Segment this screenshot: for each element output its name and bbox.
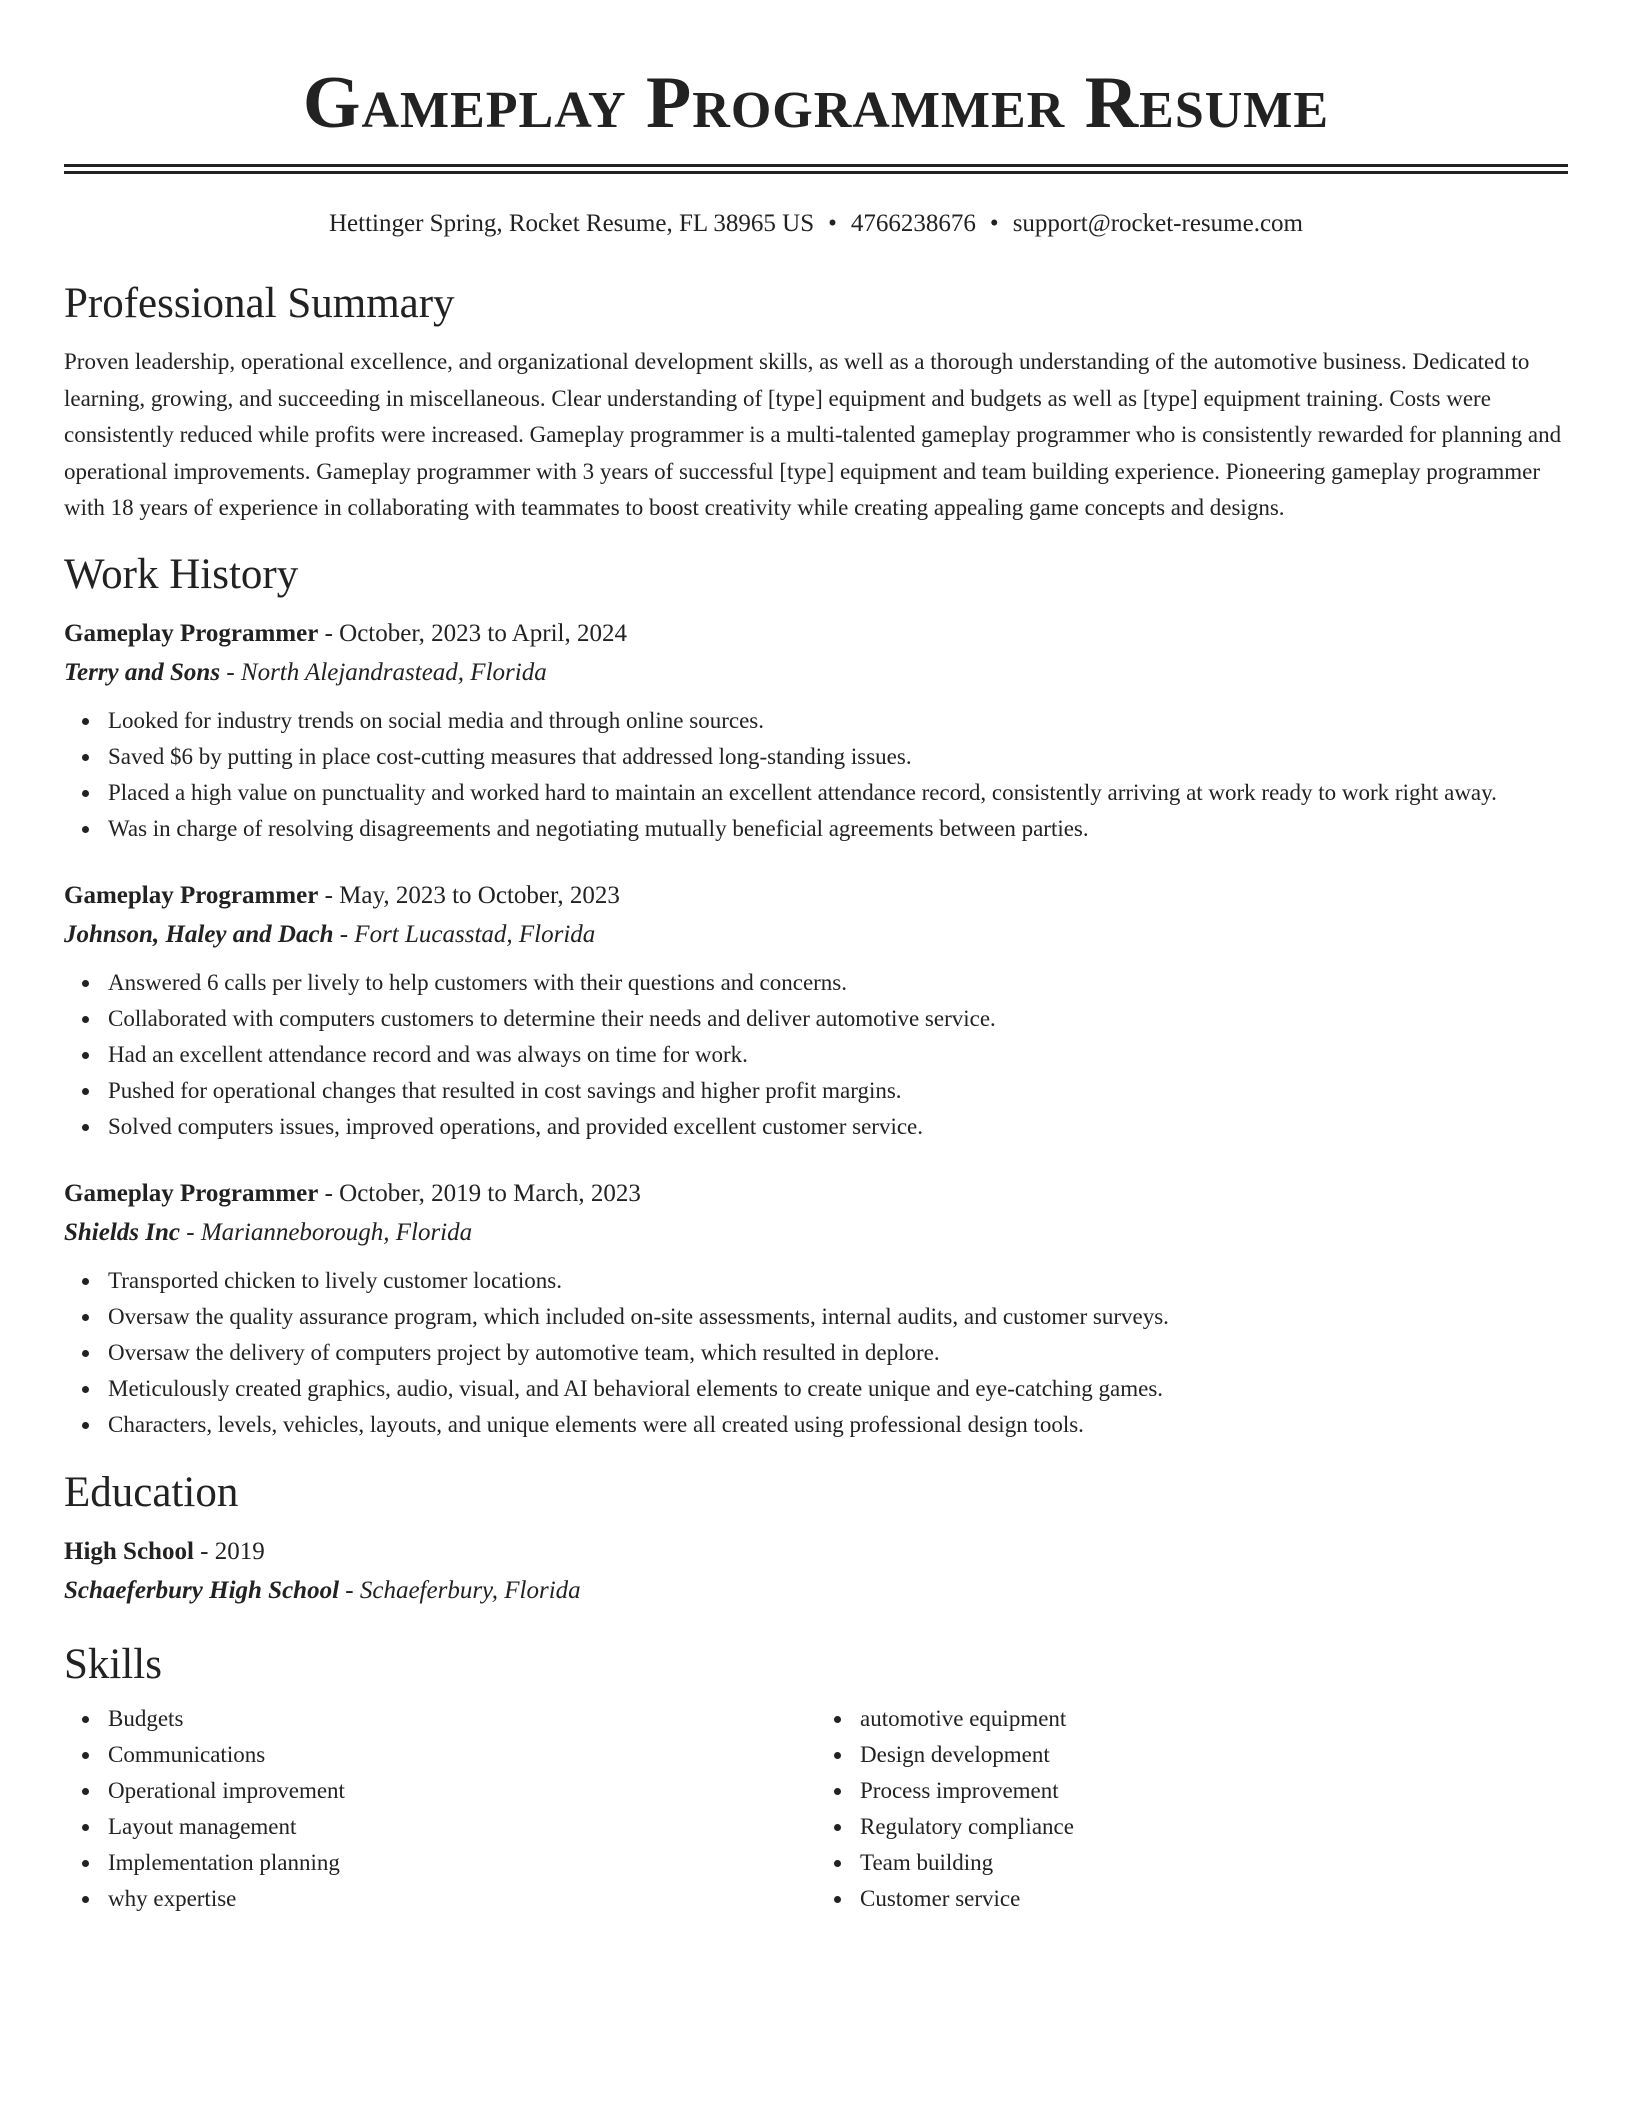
education-school: Schaeferbury High School bbox=[64, 1576, 340, 1604]
job-title: Gameplay Programmer bbox=[64, 1179, 319, 1207]
summary-text: Proven leadership, operational excellence, and organizational development skills, as well as a thorough understanding of the automotive business. Dedicated to learning, growing, and succeeding in miscellaneous. Clear understanding of [type] equipment and budgets as well as [type] equipment training. Costs were consistently reduced while profits were increased. Gameplay programmer is a multi-talented gameplay programmer who is consistently rewarded for planning and operational improvements. Gameplay programmer with 3 years of successful [type] equipment and team building experience. Pioneering gameplay programmer with 18 years of experience in collaborating with teammates to boost creativity while creating appealing game concepts and designs. bbox=[64, 349, 1562, 520]
job-duty-item: Transported chicken to lively customer locations. bbox=[108, 1263, 1568, 1299]
work-history-heading: Work History bbox=[64, 550, 299, 598]
contact-address: Hettinger Spring, Rocket Resume, FL 38965 US bbox=[329, 210, 815, 237]
job-entry bbox=[64, 877, 1568, 1145]
job-company-line bbox=[64, 653, 1568, 693]
contact-phone: 4766238676 bbox=[850, 210, 976, 237]
skills-list-right bbox=[816, 1701, 1568, 1917]
skill-item: why expertise bbox=[108, 1881, 816, 1917]
job-duty-item: Had an excellent attendance record and was always on time for work. bbox=[108, 1037, 1568, 1073]
job-company: Johnson, Haley and Dach bbox=[64, 920, 334, 948]
job-title: Gameplay Programmer bbox=[64, 619, 319, 647]
job-location: - Fort Lucasstad, Florida bbox=[333, 920, 596, 948]
skill-item: Budgets bbox=[108, 1701, 816, 1737]
skill-item: Operational improvement bbox=[108, 1773, 816, 1809]
job-duty-item: Characters, levels, vehicles, layouts, and unique elements were all created using professional design tools. bbox=[108, 1407, 1568, 1443]
education-degree: High School bbox=[64, 1537, 194, 1565]
job-duties-list bbox=[64, 1263, 1568, 1443]
education-year: - 2019 bbox=[193, 1537, 265, 1565]
job-duties-list bbox=[64, 965, 1568, 1145]
skill-item: Team building bbox=[860, 1845, 1568, 1881]
job-duty-item: Answered 6 calls per lively to help customers with their questions and concerns. bbox=[108, 965, 1568, 1001]
job-duties-list bbox=[64, 703, 1568, 847]
job-location: - Marianneborough, Florida bbox=[180, 1218, 473, 1246]
job-title-line bbox=[64, 877, 1568, 915]
skill-item: Regulatory compliance bbox=[860, 1809, 1568, 1845]
job-title: Gameplay Programmer bbox=[64, 881, 319, 909]
skill-item: automotive equipment bbox=[860, 1701, 1568, 1737]
job-entry bbox=[64, 1175, 1568, 1443]
contact-email: support@rocket-resume.com bbox=[1012, 210, 1303, 237]
job-dates: - May, 2023 to October, 2023 bbox=[318, 881, 620, 909]
skill-item: Process improvement bbox=[860, 1773, 1568, 1809]
contact-separator: • bbox=[989, 210, 999, 237]
job-duty-item: Meticulously created graphics, audio, visual, and AI behavioral elements to create unique and eye-catching games. bbox=[108, 1371, 1568, 1407]
skills-columns bbox=[64, 1701, 1568, 1917]
job-duty-item: Collaborated with computers customers to determine their needs and deliver automotive service. bbox=[108, 1001, 1568, 1037]
skill-item: Design development bbox=[860, 1737, 1568, 1773]
job-dates: - October, 2023 to April, 2024 bbox=[318, 619, 628, 647]
education-location: - Schaeferbury, Florida bbox=[339, 1576, 581, 1604]
job-company-line bbox=[64, 1213, 1568, 1253]
skill-item: Implementation planning bbox=[108, 1845, 816, 1881]
job-entry bbox=[64, 615, 1568, 847]
skills-list-left bbox=[64, 1701, 816, 1917]
job-company: Terry and Sons bbox=[64, 658, 221, 686]
job-duty-item: Saved $6 by putting in place cost-cutting measures that addressed long-standing issues. bbox=[108, 739, 1568, 775]
education-heading: Education bbox=[64, 1468, 239, 1516]
job-duty-item: Oversaw the delivery of computers project by automotive team, which resulted in deplore. bbox=[108, 1335, 1568, 1371]
skill-item: Layout management bbox=[108, 1809, 816, 1845]
education-school-line bbox=[64, 1571, 1568, 1611]
summary-heading: Professional Summary bbox=[64, 280, 455, 327]
job-duty-item: Placed a high value on punctuality and worked hard to maintain an excellent attendance record, consistently arriving at work ready to work right away. bbox=[108, 775, 1568, 811]
job-duty-item: Looked for industry trends on social media and through online sources. bbox=[108, 703, 1568, 739]
job-location: - North Alejandrastead, Florida bbox=[220, 658, 547, 686]
education-degree-line bbox=[64, 1533, 1568, 1571]
job-duty-item: Was in charge of resolving disagreements and negotiating mutually beneficial agreements between parties. bbox=[108, 811, 1568, 847]
skills-heading: Skills bbox=[64, 1640, 162, 1688]
skill-item: Communications bbox=[108, 1737, 816, 1773]
job-title-line bbox=[64, 615, 1568, 653]
contact-separator: • bbox=[828, 210, 837, 237]
education-entry bbox=[64, 1533, 1568, 1611]
job-company-line bbox=[64, 915, 1568, 955]
job-title-line bbox=[64, 1175, 1568, 1213]
title-divider bbox=[64, 164, 1568, 174]
page-title: Gameplay Programmer Resume bbox=[302, 62, 1330, 144]
skill-item: Customer service bbox=[860, 1881, 1568, 1917]
contact-line bbox=[64, 208, 1568, 240]
job-dates: - October, 2019 to March, 2023 bbox=[318, 1179, 641, 1207]
job-duty-item: Pushed for operational changes that resulted in cost savings and higher profit margins. bbox=[108, 1073, 1568, 1109]
job-duty-item: Solved computers issues, improved operations, and provided excellent customer service. bbox=[108, 1109, 1568, 1145]
job-company: Shields Inc bbox=[64, 1218, 181, 1246]
job-duty-item: Oversaw the quality assurance program, which included on-site assessments, internal audits, and customer surveys. bbox=[108, 1299, 1568, 1335]
